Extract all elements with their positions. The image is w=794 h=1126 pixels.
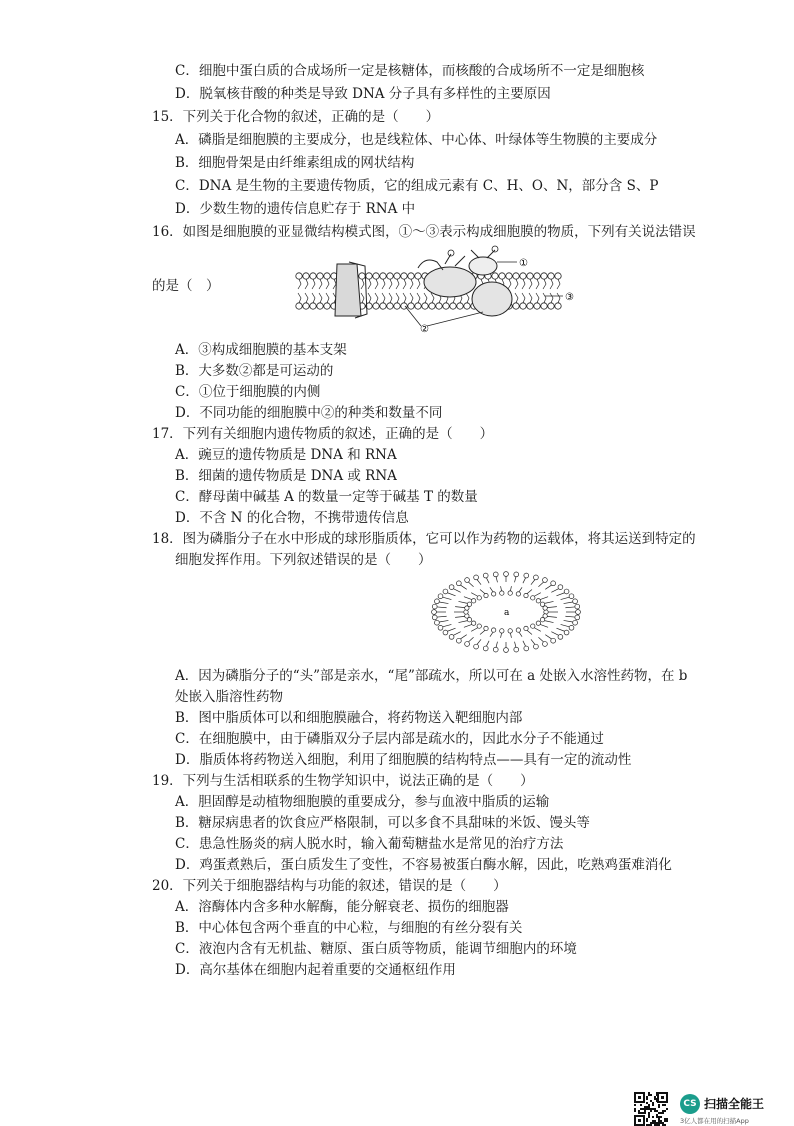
q15-option-c: C．DNA 是生物的主要遗传物质，它的组成元素有 C、H、O、N，部分含 S、P (175, 178, 659, 194)
q18-stem-line2: 细胞发挥作用。下列叙述错误的是（ ） (175, 552, 432, 568)
q16-stem-tail: 的是（ ） (152, 278, 220, 294)
q15-option-b: B．细胞骨架是由纤维素组成的网状结构 (175, 155, 415, 171)
liposome-diagram (428, 570, 584, 654)
q17-option-a: A．豌豆的遗传物质是 DNA 和 RNA (175, 447, 397, 463)
q18-option-a-cont: 处嵌入脂溶性药物 (175, 689, 283, 705)
q20-stem: 20．下列关于细胞器结构与功能的叙述，错误的是（ ） (152, 878, 507, 894)
label-a: a (504, 608, 510, 618)
scanner-tagline: 3亿人都在用的扫描App (680, 1117, 749, 1125)
cell-membrane-diagram (295, 244, 595, 334)
q18-option-b: B．图中脂质体可以和细胞膜融合，将药物送入靶细胞内部 (175, 710, 523, 726)
q18-option-a: A．因为磷脂分子的“头”部是亲水，“尾”部疏水，所以可在 a 处嵌入水溶性药物，在 b (175, 668, 688, 684)
q17-option-d: D．不含 N 的化合物，不携带遗传信息 (175, 510, 409, 526)
q20-option-b: B．中心体包含两个垂直的中心粒，与细胞的有丝分裂有关 (175, 920, 523, 936)
q14-option-c: C．细胞中蛋白质的合成场所一定是核糖体，而核酸的合成场所不一定是细胞核 (175, 63, 645, 79)
q14-option-d: D．脱氧核苷酸的种类是导致 DNA 分子具有多样性的主要原因 (175, 86, 551, 102)
cs-logo-icon: CS (680, 1094, 700, 1114)
q16-option-d: D．不同功能的细胞膜中②的种类和数量不同 (175, 405, 443, 421)
q16-stem: 16．如图是细胞膜的亚显微结构模式图，①～③表示构成细胞膜的物质，下列有关说法错误 (152, 224, 696, 240)
q18-stem-line1: 18．图为磷脂分子在水中形成的球形脂质体，它可以作为药物的运载体，将其运送到特定的 (152, 531, 696, 547)
q18-option-c: C．在细胞膜中，由于磷脂双分子层内部是疏水的，因此水分子不能通过 (175, 731, 604, 747)
q20-option-d: D．高尔基体在细胞内起着重要的交通枢纽作用 (175, 962, 456, 978)
q19-option-c: C．患急性肠炎的病人脱水时，输入葡萄糖盐水是常见的治疗方法 (175, 836, 564, 852)
qr-code-icon (634, 1092, 668, 1126)
q19-stem: 19．下列与生活相联系的生物学知识中，说法正确的是（ ） (152, 773, 534, 789)
q19-option-a: A．胆固醇是动植物细胞膜的重要成分，参与血液中脂质的运输 (175, 794, 550, 810)
q19-option-b: B．糖尿病患者的饮食应严格限制，可以多食不具甜味的米饭、馒头等 (175, 815, 590, 831)
q16-option-b: B．大多数②都是可运动的 (175, 363, 334, 379)
q15-stem: 15．下列关于化合物的叙述，正确的是（ ） (152, 109, 440, 125)
q17-option-b: B．细菌的遗传物质是 DNA 或 RNA (175, 468, 397, 484)
scanner-brand: 扫描全能王 (704, 1097, 765, 1111)
q17-stem: 17．下列有关细胞内遗传物质的叙述，正确的是（ ） (152, 426, 494, 442)
q20-option-a: A．溶酶体内含多种水解酶，能分解衰老、损伤的细胞器 (175, 899, 509, 915)
q20-option-c: C．液泡内含有无机盐、糖原、蛋白质等物质，能调节细胞内的环境 (175, 941, 577, 957)
label-3: ③ (565, 292, 574, 303)
q15-option-d: D．少数生物的遗传信息贮存于 RNA 中 (175, 201, 416, 217)
q15-option-a: A．磷脂是细胞膜的主要成分，也是线粒体、中心体、叶绿体等生物膜的主要成分 (175, 132, 658, 148)
label-2: ② (420, 324, 429, 334)
label-1: ① (519, 258, 528, 269)
q18-option-d: D．脂质体将药物送入细胞，利用了细胞膜的结构特点——具有一定的流动性 (175, 752, 632, 768)
q17-option-c: C．酵母菌中碱基 A 的数量一定等于碱基 T 的数量 (175, 489, 478, 505)
q16-option-a: A．③构成细胞膜的基本支架 (175, 342, 347, 358)
scanner-watermark (634, 1092, 784, 1125)
q16-option-c: C．①位于细胞膜的内侧 (175, 384, 321, 400)
q19-option-d: D．鸡蛋煮熟后，蛋白质发生了变性，不容易被蛋白酶水解，因此，吃熟鸡蛋难消化 (175, 857, 672, 873)
